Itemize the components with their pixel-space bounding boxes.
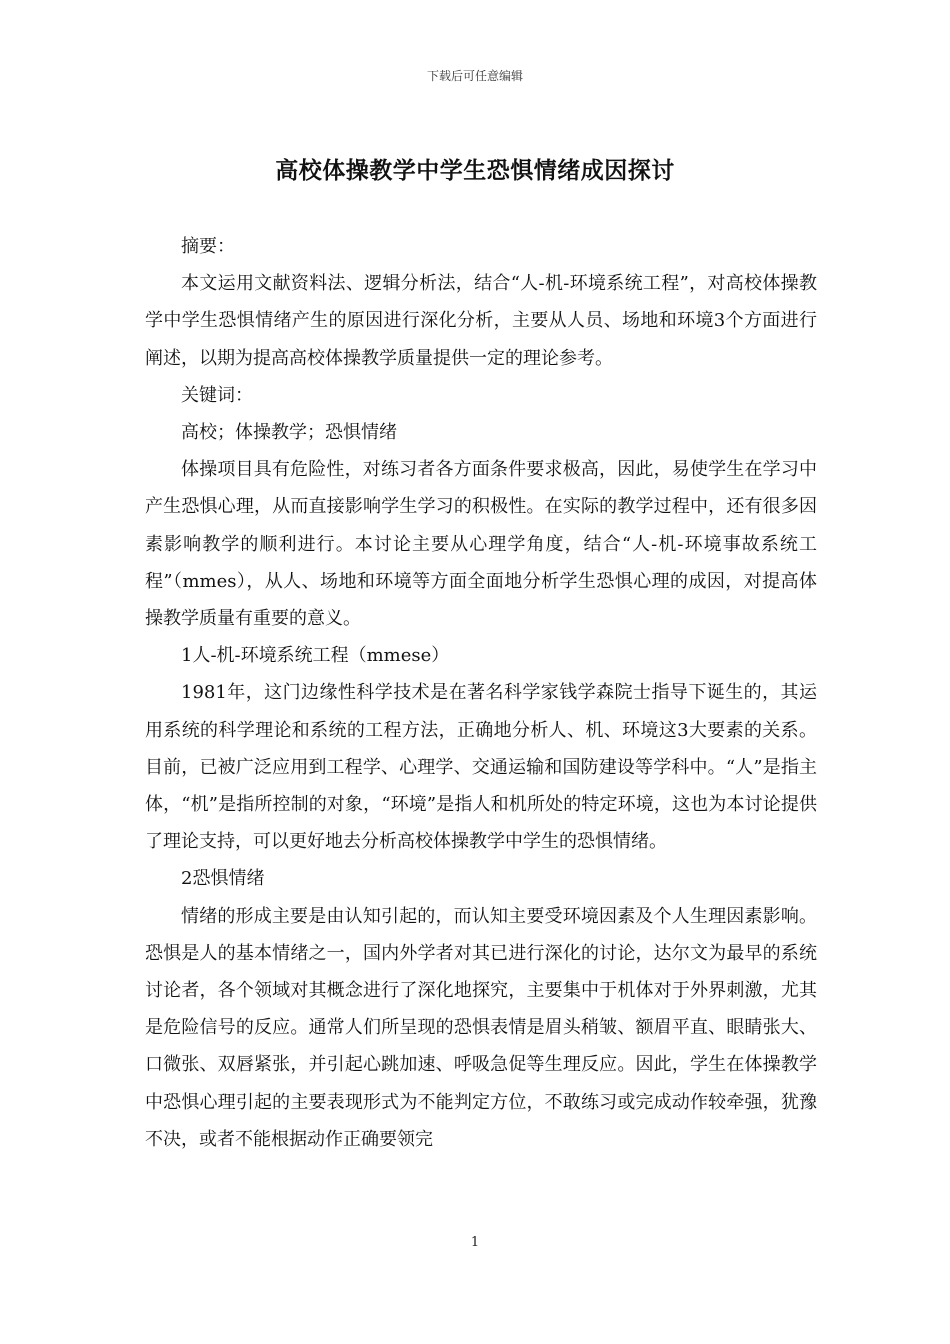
section-2-paragraph: 情绪的形成主要是由认知引起的，而认知主要受环境因素及个人生理因素影响。恐惧是人的基本情绪之一，国内外学者对其已进行深化的讨论，达尔文为最早的系统讨论者，各个领域对其概念进行了深化地探究，主要集中于机体对于外界刺激，尤其是危险信号的反应。通常人们所呈现的恐惧表情是眉头稍皱、额眉平直、眼睛张大、口微张、双唇紧张，并引起心跳加速、呼吸急促等生理反应。因此，学生在体操教学中恐惧心理引起的主要表现形式为不能判定方位，不敢练习或完成动作较牵强，犹豫不决，或者不能根据动作正确要领完 [145,905,817,1150]
page-number: 1 [470,1235,480,1250]
document-body [145,228,817,1158]
abstract-paragraph: 本文运用文献资料法、逻辑分析法，结合“人-机-环境系统工程”，对高校体操教学中学生恐惧情绪产生的原因进行深化分析，主要从人员、场地和环境3个方面进行阐述，以期为提高高校体操教学质量提供一定的理论参考。 [145,273,817,369]
document-title: 高校体操教学中学生恐惧情绪成因探讨 [275,157,675,184]
header-note: 下载后可任意编辑 [426,69,523,83]
keywords-label: 关键词： [181,384,253,406]
keywords-text: 高校；体操教学；恐惧情绪 [181,422,397,444]
abstract-label: 摘要： [181,236,235,257]
section-1-paragraph: 1981年，这门边缘性科学技术是在著名科学家钱学森院士指导下诞生的，其运用系统的科学理论和系统的工程方法，正确地分析人、机、环境这3大要素的关系。目前，已被广泛应用到工程学、心理学、交通运输和国防建设等学科中。“人”是指主体，“机”是指所控制的对象，“环境”是指人和机所处的特定环境，这也为本讨论提供了理论支持，可以更好地去分析高校体操教学中学生的恐惧情绪。 [145,682,817,853]
section-1-heading: 1人-机-环境系统工程（mmese） [181,645,450,667]
section-2-heading: 2恐惧情绪 [181,868,265,890]
intro-paragraph: 体操项目具有危险性，对练习者各方面条件要求极高，因此，易使学生在学习中产生恐惧心理，从而直接影响学生学习的积极性。在实际的教学过程中，还有很多因素影响教学的顺利进行。本讨论主要从心理学角度，结合“人-机-环境事故系统工程”（mmes），从人、场地和环境等方面全面地分析学生恐惧心理的成因，对提高体操教学质量有重要的意义。 [145,459,817,630]
